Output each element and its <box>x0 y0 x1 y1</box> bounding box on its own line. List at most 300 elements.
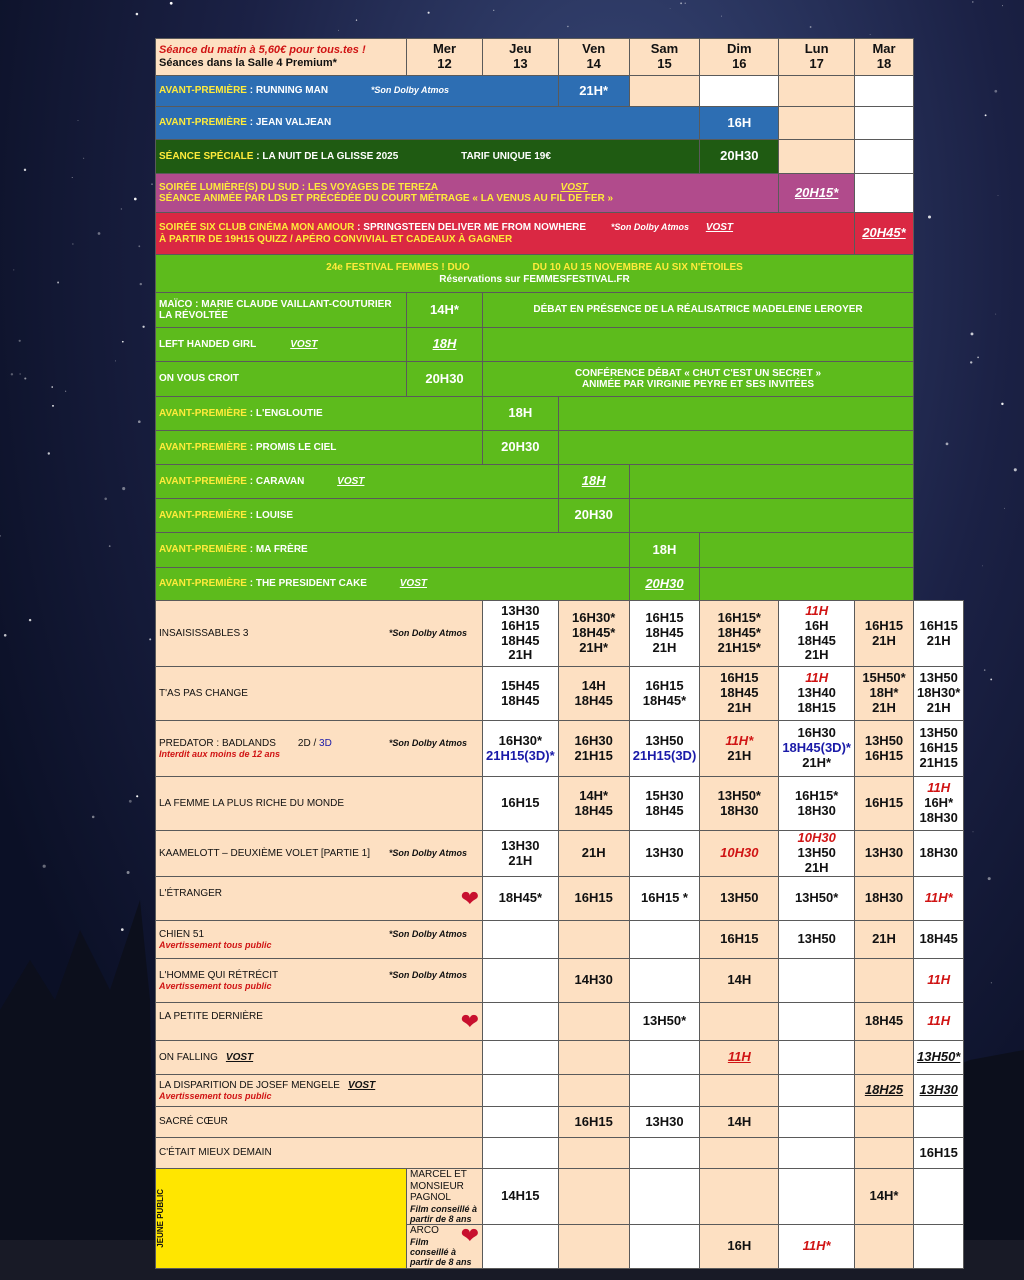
film-row <box>156 1075 964 1107</box>
showtime[interactable]: 13H50 <box>919 725 958 741</box>
showtime[interactable]: 21H <box>508 852 533 868</box>
age-warning: Film conseillé à partir de 8 ans <box>410 1203 478 1224</box>
age-warning: Avertissement tous public <box>159 981 272 992</box>
showtime-cell <box>914 1075 964 1107</box>
showtime[interactable]: 13H50 <box>919 670 958 686</box>
row-tereza <box>156 174 964 213</box>
showtime[interactable]: 16H15 <box>574 890 613 906</box>
showtime-cell <box>914 721 964 777</box>
showtime[interactable]: 13H50 <box>720 890 759 906</box>
film-row <box>156 877 964 921</box>
showtime[interactable]: 18H45 <box>720 685 759 701</box>
showtime-cell <box>779 1225 855 1269</box>
showtime[interactable]: 14H <box>581 677 606 693</box>
dolby-note: *Son Dolby Atmos <box>388 928 467 939</box>
showtime-cell <box>779 721 855 777</box>
showtime-cell <box>700 1169 779 1225</box>
time-jean-valjean: 16H <box>700 107 779 140</box>
showtime[interactable]: 16H15 <box>864 747 904 763</box>
title-glisse: SÉANCE SPÉCIALE : LA NUIT DE LA GLISSE 2025 TARIF UNIQUE 19€ <box>156 140 700 174</box>
film-title-cell <box>156 1003 483 1041</box>
showtime[interactable]: 16H15 <box>864 617 904 633</box>
row-promis <box>156 431 964 465</box>
showtime[interactable]: 13H30 <box>864 845 904 861</box>
time-left-handed: 18H <box>432 336 457 352</box>
showtime[interactable]: 16H15 <box>919 1144 958 1160</box>
showtime[interactable]: 13H50* <box>917 1049 961 1065</box>
film-title: L'HOMME QUI RÉTRÉCIT <box>159 969 279 981</box>
film-title: LA PETITE DERNIÈRE <box>159 1010 263 1022</box>
film-title: INSAISISSABLES 3 <box>159 627 249 639</box>
showtime[interactable]: 18H45 <box>574 692 613 708</box>
showtime-cell <box>629 601 700 667</box>
showtime-cell <box>558 667 629 721</box>
film-title-cell <box>407 1169 483 1225</box>
title-ma-frere: AVANT-PREMIÈRE : MA FRÈRE <box>156 533 630 568</box>
showtime-cell <box>779 1075 855 1107</box>
showtime[interactable]: 13H50* <box>794 890 839 906</box>
showtime[interactable]: 14H15 <box>501 1188 540 1204</box>
showtime-cell <box>700 601 779 667</box>
film-title-cell <box>156 877 483 921</box>
showtime-cell <box>914 1225 964 1269</box>
time-springsteen: 20H45* <box>862 225 906 241</box>
showtime-cell <box>700 831 779 877</box>
showtime[interactable]: 13H50 <box>645 732 684 748</box>
showtime[interactable]: 16H30 <box>574 732 613 748</box>
showtime[interactable]: 18H45 <box>501 632 540 648</box>
showtime-cell <box>558 1075 629 1107</box>
showtime-cell <box>700 877 779 921</box>
showtime[interactable]: 10H30 <box>797 830 836 846</box>
showtime[interactable]: 11H* <box>725 732 754 748</box>
day-header-sam: Sam 15 <box>629 39 700 76</box>
showtime[interactable]: 18H45 <box>797 632 836 648</box>
showtime[interactable]: 13H30 <box>501 602 540 618</box>
showtime[interactable]: 21H15 <box>574 747 613 763</box>
showtime[interactable]: 13H30 <box>645 845 684 861</box>
row-glisse <box>156 140 964 174</box>
header-info <box>156 39 407 76</box>
showtime[interactable]: 21H15(3D) <box>632 747 697 763</box>
showtime[interactable]: 18H45* <box>498 890 543 906</box>
row-president-cake <box>156 568 964 601</box>
showtime[interactable]: 16H30* <box>498 732 543 748</box>
film-title: ON FALLING <box>159 1051 218 1063</box>
showtime[interactable]: 16H15 <box>720 931 759 947</box>
showtime[interactable]: 14H* <box>869 1188 899 1204</box>
title-president-cake: AVANT-PREMIÈRE : THE PRESIDENT CAKE VOST <box>156 568 630 601</box>
showtime-cell <box>914 667 964 721</box>
showtime-cell <box>629 721 700 777</box>
showtime[interactable]: 13H50 <box>797 845 836 861</box>
showtime-cell <box>558 877 629 921</box>
film-title: L'ÉTRANGER <box>159 887 223 899</box>
showtime[interactable]: 11H <box>727 1049 751 1065</box>
showtime[interactable]: 13H30 <box>645 1113 684 1129</box>
showtime-cell <box>855 831 914 877</box>
showtime[interactable]: 13H50 <box>797 931 836 947</box>
showtime-cell <box>629 777 700 831</box>
showtime-cell <box>629 921 700 959</box>
showtime-cell <box>779 1107 855 1138</box>
time-engloutie: 18H <box>483 397 559 431</box>
showtime[interactable]: 16H15 <box>645 677 684 693</box>
note-maico: DÉBAT EN PRÉSENCE DE LA RÉALISATRICE MADELEINE LEROYER <box>483 293 914 328</box>
showtime[interactable]: 21H <box>872 632 896 648</box>
showtime-cell <box>629 1041 700 1075</box>
showtime-cell <box>700 1003 779 1041</box>
festival-banner: 24e FESTIVAL FEMMES ! DUO DU 10 AU 15 NOVEMBRE AU SIX N'ÉTOILES Réservations sur FEMMESFESTIVAL.FR <box>156 255 914 293</box>
showtime-cell <box>855 1107 914 1138</box>
film-title: ARCO <box>410 1225 439 1237</box>
showtime-cell <box>629 1138 700 1169</box>
showtime[interactable]: 21H <box>652 639 677 655</box>
showtime-cell <box>914 959 964 1003</box>
jeune-public-label: JEUNE PUBLIC <box>156 1169 407 1269</box>
showtime[interactable]: 18H45(3D)* <box>782 740 851 756</box>
showtime-cell <box>558 1169 629 1225</box>
film-row <box>156 777 964 831</box>
film-title-cell <box>156 721 483 777</box>
film-title-cell <box>156 1138 483 1169</box>
heart-icon: ❤ <box>460 1008 479 1034</box>
showtime[interactable]: 16H15 * <box>640 890 688 906</box>
showtime[interactable]: 16H <box>727 1237 752 1253</box>
showtime-cell <box>483 1138 559 1169</box>
showtime[interactable]: 13H50* <box>642 1013 687 1029</box>
showtime[interactable]: 21H15(3D)* <box>486 747 555 763</box>
row-running-man <box>156 76 964 107</box>
showtime-cell <box>779 877 855 921</box>
time-on-vous-croit: 20H30 <box>407 362 483 397</box>
showtime[interactable]: 13H30 <box>919 1082 958 1098</box>
film-row <box>156 721 964 777</box>
promo-text: Séance du matin à 5,60€ pour tous.tes ! <box>159 44 366 57</box>
title-maico: MAÏCO : MARIE CLAUDE VAILLANT-COUTURIER LA RÉVOLTÉE <box>156 293 407 328</box>
row-louise <box>156 499 964 533</box>
showtime[interactable]: 21H <box>926 632 951 648</box>
film-title-cell <box>156 1107 483 1138</box>
premium-text: Séances dans la Salle 4 Premium* <box>159 57 337 69</box>
showtime-cell <box>914 921 964 959</box>
showtime-cell <box>779 921 855 959</box>
title-springsteen: SOIRÉE SIX CLUB CINÉMA MON AMOUR : SPRINGSTEEN DELIVER ME FROM NOWHERE *Son Dolby Atmos VOST À PARTIR DE 19H15 QUIZZ / APÉRO CONVIVIAL ET CADEAUX À GAGNER <box>156 213 855 255</box>
showtime-cell <box>558 921 629 959</box>
showtime-cell <box>855 601 914 667</box>
row-festival-banner <box>156 255 964 293</box>
title-running-man: AVANT-PREMIÈRE : RUNNING MAN *Son Dolby Atmos <box>156 76 559 107</box>
time-ma-frere: 18H <box>629 533 700 568</box>
title-louise: AVANT-PREMIÈRE : LOUISE <box>156 499 559 533</box>
dolby-note: *Son Dolby Atmos <box>388 737 467 748</box>
format-2d: 2D / <box>297 737 320 749</box>
time-caravan: 18H <box>581 473 606 489</box>
showtime[interactable]: 16H15* <box>717 610 761 626</box>
showtime[interactable]: 14H <box>727 1113 752 1129</box>
title-jean-valjean: AVANT-PREMIÈRE : JEAN VALJEAN <box>156 107 700 140</box>
showtime-cell <box>700 1041 779 1075</box>
showtime-cell <box>629 959 700 1003</box>
showtime[interactable]: 15H45 <box>501 677 540 693</box>
showtime-cell <box>914 1003 964 1041</box>
film-title: T'AS PAS CHANGE <box>159 687 248 699</box>
showtime[interactable]: 16H15 <box>919 740 958 756</box>
showtime-cell <box>483 1041 559 1075</box>
film-title: CHIEN 51 <box>159 928 205 940</box>
age-warning: Film conseillé à partir de 8 ans <box>410 1236 472 1268</box>
showtime-cell <box>558 777 629 831</box>
showtime[interactable]: 18H45 <box>501 692 540 708</box>
film-title-cell <box>156 1041 483 1075</box>
showtime-cell <box>914 1041 964 1075</box>
film-title-cell <box>156 959 483 1003</box>
showtime-cell <box>629 1225 700 1269</box>
day-header-mar: Mar 18 <box>855 39 914 76</box>
age-warning: Avertissement tous public <box>159 940 272 951</box>
showtime-cell <box>779 1003 855 1041</box>
day-header-lun: Lun 17 <box>779 39 855 76</box>
showtime[interactable]: 16H30 <box>797 725 836 741</box>
film-row <box>156 831 964 877</box>
showtime[interactable]: 18H25 <box>864 1082 904 1098</box>
showtime[interactable]: 16H15 <box>501 795 540 811</box>
row-left-handed <box>156 328 964 362</box>
showtime[interactable]: 18H30 <box>797 802 836 818</box>
showtime-cell <box>483 831 559 877</box>
header-row <box>156 39 964 76</box>
showtime-cell <box>700 721 779 777</box>
title-left-handed: LEFT HANDED GIRL VOST <box>156 328 407 362</box>
heart-icon: ❤ <box>460 1224 479 1249</box>
showtime-cell <box>558 1225 629 1269</box>
showtime[interactable]: 18H30 <box>919 809 958 825</box>
vost-label: VOST <box>347 1079 376 1091</box>
showtime[interactable]: 11H* <box>924 890 953 906</box>
showtime[interactable]: 11H <box>805 670 829 686</box>
age-warning: Avertissement tous public <box>159 1091 272 1102</box>
film-row <box>156 921 964 959</box>
showtime-cell <box>483 1169 559 1225</box>
showtime[interactable]: 16H15 <box>720 670 759 686</box>
showtime[interactable]: 18H30* <box>917 685 961 701</box>
showtime[interactable]: 13H50* <box>717 787 761 803</box>
showtime[interactable]: 16H <box>804 617 829 633</box>
showtime-cell <box>700 1075 779 1107</box>
row-on-vous-croit <box>156 362 964 397</box>
showtime[interactable]: 21H <box>581 845 606 861</box>
vost-label: VOST <box>225 1051 254 1063</box>
row-jean-valjean <box>156 107 964 140</box>
title-promis: AVANT-PREMIÈRE : PROMIS LE CIEL <box>156 431 483 465</box>
film-row <box>156 1003 964 1041</box>
title-tereza: SOIRÉE LUMIÈRE(S) DU SUD : LES VOYAGES DE TEREZA VOST SÉANCE ANIMÉE PAR LDS ET PRÉCÉDÉE DU COURT MÉTRAGE « LA VENUS AU FIL DE FER » <box>156 174 779 213</box>
row-engloutie <box>156 397 964 431</box>
showtime[interactable]: 11H <box>927 972 951 988</box>
schedule-table <box>155 38 964 1269</box>
showtime-cell <box>914 601 964 667</box>
showtime[interactable]: 18H30 <box>864 890 904 906</box>
showtime[interactable]: 21H15 <box>919 754 958 770</box>
showtime[interactable]: 11H <box>927 1013 951 1029</box>
showtime[interactable]: 18H45* <box>571 625 616 641</box>
showtime-cell <box>914 777 964 831</box>
dolby-note: *Son Dolby Atmos <box>388 969 467 980</box>
time-president-cake: 20H30 <box>645 575 684 591</box>
showtime-cell <box>855 1041 914 1075</box>
showtime[interactable]: 13H40 <box>797 685 836 701</box>
showtime[interactable]: 21H <box>508 647 533 663</box>
showtime[interactable]: 11H <box>805 602 829 618</box>
showtime-cell <box>779 777 855 831</box>
showtime-cell <box>779 1138 855 1169</box>
showtime[interactable]: 18H45 <box>574 802 613 818</box>
film-row <box>156 1169 964 1225</box>
showtime[interactable]: 21H <box>727 699 752 715</box>
showtime-cell <box>483 721 559 777</box>
showtime-cell <box>558 601 629 667</box>
note-on-vous-croit: CONFÉRENCE DÉBAT « CHUT C'EST UN SECRET » ANIMÉE PAR VIRGINIE PEYRE ET SES INVITÉES <box>483 362 914 397</box>
time-promis: 20H30 <box>483 431 559 465</box>
showtime[interactable]: 18H45 <box>645 802 684 818</box>
showtime-cell <box>558 721 629 777</box>
showtime-cell <box>700 959 779 1003</box>
film-row <box>156 959 964 1003</box>
dolby-note: *Son Dolby Atmos <box>388 847 467 858</box>
showtime[interactable]: 16H15* <box>794 787 839 803</box>
showtime[interactable]: 11H* <box>802 1237 831 1253</box>
showtime[interactable]: 14H <box>727 972 752 988</box>
showtime[interactable]: 14H30 <box>574 972 613 988</box>
showtime-cell <box>558 1041 629 1075</box>
film-row <box>156 1041 964 1075</box>
showtime[interactable]: 21H <box>926 699 951 715</box>
row-ma-frere <box>156 533 964 568</box>
showtime[interactable]: 16H* <box>924 795 954 811</box>
showtime[interactable]: 18H45* <box>717 625 761 641</box>
showtime-cell <box>483 1225 559 1269</box>
showtime-cell <box>855 777 914 831</box>
showtime-cell <box>629 831 700 877</box>
showtime-cell <box>855 959 914 1003</box>
showtime[interactable]: 21H <box>727 747 752 763</box>
showtime-cell <box>779 1041 855 1075</box>
day-header-jeu: Jeu 13 <box>483 39 559 76</box>
showtime[interactable]: 16H15 <box>864 795 904 811</box>
showtime[interactable]: 16H15 <box>645 610 684 626</box>
showtime-cell <box>558 959 629 1003</box>
film-row <box>156 1138 964 1169</box>
showtime[interactable]: 21H <box>872 931 896 947</box>
showtime-cell <box>629 1169 700 1225</box>
film-title-cell <box>156 921 483 959</box>
film-row <box>156 1107 964 1138</box>
showtime-cell <box>700 1138 779 1169</box>
format-3d: 3D <box>319 737 332 749</box>
showtime-cell <box>483 777 559 831</box>
showtime[interactable]: 21H <box>872 699 896 715</box>
title-caravan: AVANT-PREMIÈRE : CARAVAN VOST <box>156 465 559 499</box>
showtime-cell <box>483 921 559 959</box>
film-title: LA FEMME LA PLUS RICHE DU MONDE <box>159 797 345 809</box>
showtime-cell <box>483 601 559 667</box>
film-row <box>156 601 964 667</box>
showtime[interactable]: 21H <box>804 647 829 663</box>
showtime[interactable]: 16H30* <box>571 610 616 626</box>
film-title: PREDATOR : BADLANDS <box>159 737 276 749</box>
showtime[interactable]: 18H45 <box>919 931 958 947</box>
showtime[interactable]: 21H15* <box>717 639 761 655</box>
showtime-cell <box>483 1003 559 1041</box>
showtime-cell <box>483 1107 559 1138</box>
time-running-man: 21H* <box>558 76 629 107</box>
showtime-cell <box>855 1075 914 1107</box>
film-title-cell <box>156 667 483 721</box>
showtime[interactable]: 15H30 <box>645 787 684 803</box>
showtime[interactable]: 18H45 <box>864 1013 904 1029</box>
showtime-cell <box>483 667 559 721</box>
showtime-cell <box>700 667 779 721</box>
showtime[interactable]: 16H15 <box>574 1113 613 1129</box>
showtime-cell <box>700 777 779 831</box>
showtime-cell <box>779 1169 855 1225</box>
film-title: LA DISPARITION DE JOSEF MENGELE <box>159 1079 340 1091</box>
showtime-cell <box>629 877 700 921</box>
showtime[interactable]: 21H <box>804 859 829 875</box>
showtime[interactable]: 21H* <box>802 754 832 770</box>
showtime-cell <box>483 1075 559 1107</box>
showtime[interactable]: 15H50* <box>862 670 906 686</box>
film-row <box>156 667 964 721</box>
showtime-cell <box>779 601 855 667</box>
showtime[interactable]: 14H* <box>579 787 609 803</box>
showtime-cell <box>558 831 629 877</box>
showtime[interactable]: 18H* <box>869 685 899 701</box>
showtime[interactable]: 18H15 <box>797 699 836 715</box>
row-maico <box>156 293 964 328</box>
heart-icon: ❤ <box>460 885 479 911</box>
showtime-cell <box>855 1169 914 1225</box>
showtime-cell <box>483 959 559 1003</box>
showtime-cell <box>914 1169 964 1225</box>
showtime-cell <box>629 667 700 721</box>
showtime[interactable]: 18H30 <box>919 845 958 861</box>
showtime-cell <box>914 877 964 921</box>
showtime[interactable]: 21H* <box>579 639 609 655</box>
showtime-cell <box>483 877 559 921</box>
showtime[interactable]: 16H15 <box>501 617 540 633</box>
age-warning: Interdit aux moins de 12 ans <box>159 749 281 760</box>
showtime[interactable]: 11H <box>927 780 951 796</box>
time-louise: 20H30 <box>558 499 629 533</box>
title-engloutie: AVANT-PREMIÈRE : L'ENGLOUTIE <box>156 397 483 431</box>
showtime[interactable]: 16H15 <box>919 617 958 633</box>
showtime[interactable]: 18H30 <box>720 802 759 818</box>
row-caravan <box>156 465 964 499</box>
row-springsteen <box>156 213 964 255</box>
time-glisse: 20H30 <box>700 140 779 174</box>
showtime[interactable]: 10H30 <box>720 845 759 861</box>
film-title-cell <box>156 777 483 831</box>
showtime[interactable]: 13H50 <box>864 732 904 748</box>
day-header-mer: Mer 12 <box>407 39 483 76</box>
showtime-cell <box>629 1075 700 1107</box>
showtime[interactable]: 18H45 <box>645 625 684 641</box>
showtime-cell <box>914 831 964 877</box>
showtime[interactable]: 18H45* <box>642 692 687 708</box>
showtime[interactable]: 13H30 <box>501 837 540 853</box>
title-on-vous-croit: ON VOUS CROIT <box>156 362 407 397</box>
